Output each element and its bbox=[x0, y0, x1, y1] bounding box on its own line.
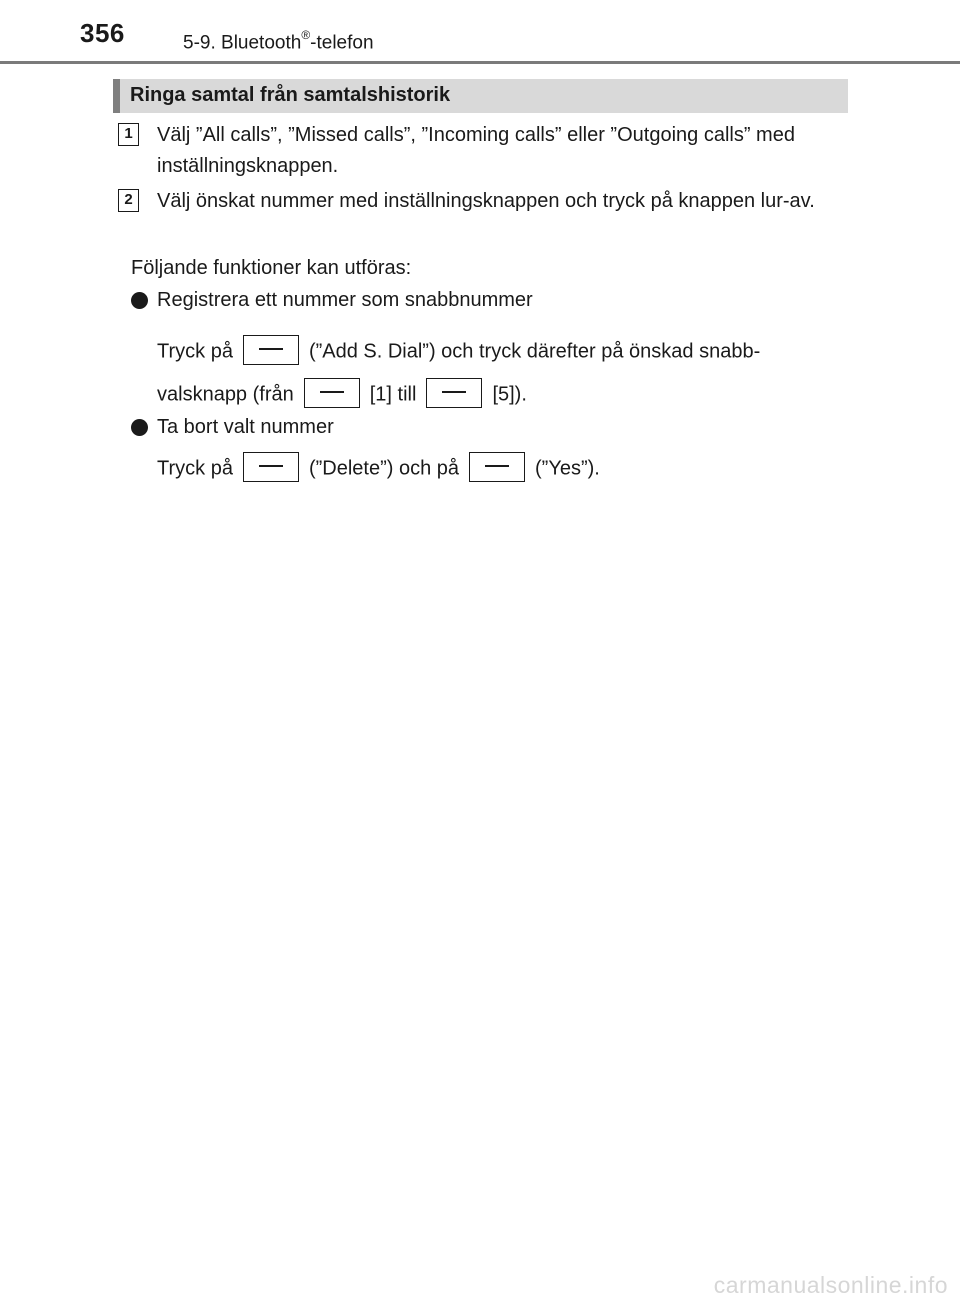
dash-icon bbox=[259, 348, 283, 350]
header-rule bbox=[0, 61, 960, 64]
yes-button-icon bbox=[469, 452, 525, 482]
dash-icon bbox=[442, 391, 466, 393]
instruction-text: [1] till bbox=[369, 383, 417, 406]
speed-dial-button-icon bbox=[426, 378, 482, 408]
bullet-icon bbox=[131, 292, 148, 309]
dash-icon bbox=[259, 465, 283, 467]
instruction-text: [5]). bbox=[492, 383, 527, 406]
step-number-badge: 1 bbox=[118, 123, 139, 146]
bullet-icon bbox=[131, 419, 148, 436]
dash-icon bbox=[485, 465, 509, 467]
functions-intro: Följande funktioner kan utföras: bbox=[131, 257, 412, 279]
screen-button-icon bbox=[243, 335, 299, 365]
instruction-text: Tryck på bbox=[157, 457, 233, 480]
function-heading: Ta bort valt nummer bbox=[157, 416, 334, 438]
instruction-text: (”Delete”) och på bbox=[308, 457, 459, 480]
step-text: Välj önskat nummer med inställningsknappen och tryck på knappen lur-av. bbox=[157, 190, 815, 212]
page-header bbox=[0, 0, 960, 64]
instruction-line bbox=[157, 380, 527, 410]
step-number-badge: 2 bbox=[118, 189, 139, 212]
watermark: carmanualsonline.info bbox=[713, 1272, 948, 1298]
function-heading: Registrera ett nummer som snabbnummer bbox=[157, 289, 533, 311]
instruction-line bbox=[157, 337, 760, 367]
section-title bbox=[183, 30, 374, 54]
instruction-text: Tryck på bbox=[157, 340, 233, 363]
section-heading-bar bbox=[113, 79, 848, 113]
step-text: Välj ”All calls”, ”Missed calls”, ”Incoming calls” eller ”Outgoing calls” med inställningsknappen. bbox=[157, 124, 795, 177]
speed-dial-button-icon bbox=[304, 378, 360, 408]
instruction-text: valsknapp (från bbox=[157, 383, 294, 406]
instruction-line bbox=[157, 454, 600, 484]
section-suffix: -telefon bbox=[310, 32, 374, 54]
section-heading: Ringa samtal från samtalshistorik bbox=[130, 84, 451, 106]
section-prefix: 5-9. Bluetooth bbox=[183, 32, 302, 54]
registered-mark: ® bbox=[301, 28, 311, 42]
instruction-text: (”Add S. Dial”) och tryck därefter på önskad snabb- bbox=[308, 340, 761, 363]
dash-icon bbox=[320, 391, 344, 393]
instruction-text: (”Yes”). bbox=[535, 457, 600, 480]
heading-accent bbox=[113, 79, 120, 113]
page-number: 356 bbox=[80, 18, 125, 48]
delete-button-icon bbox=[243, 452, 299, 482]
